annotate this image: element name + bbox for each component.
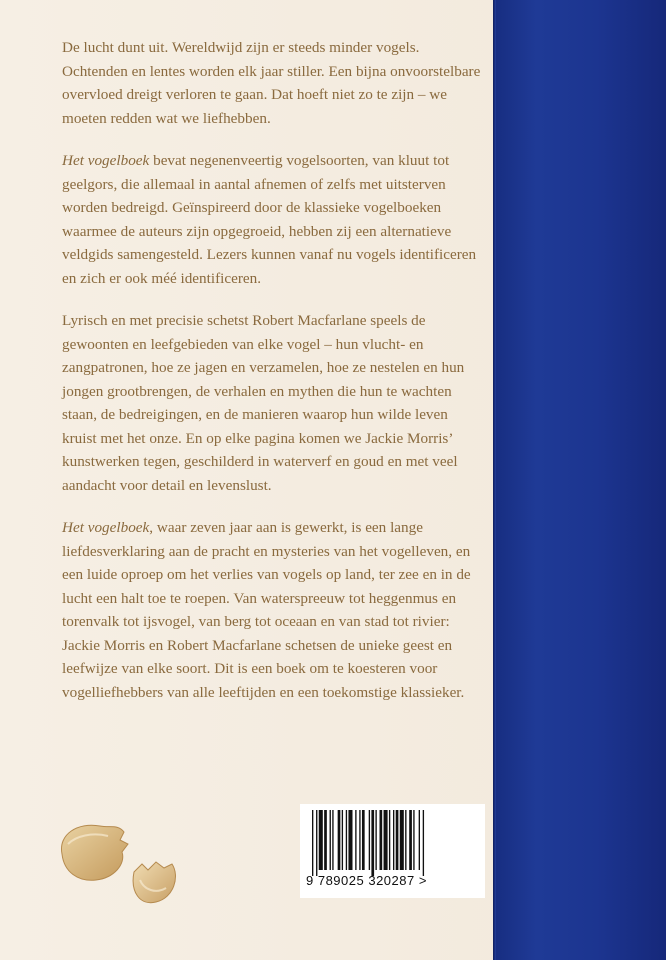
blurb-text-run: De lucht dunt uit. Wereldwijd zijn er steeds minder vogels. Ochtenden en lentes worden elk jaar stiller. Een bijna onvoorstelbare overvloed dreigt verloren te gaan. Dat hoeft niet zo te zijn – we moeten redden wat we liefhebben. [62, 39, 481, 127]
barcode-bar [342, 810, 343, 870]
book-title-italic: Het vogelboek [62, 519, 150, 536]
blurb-paragraph [62, 36, 482, 130]
barcode-bar [346, 810, 347, 870]
isbn-number: 9 789025 320287 > [306, 873, 427, 888]
barcode-bar [396, 810, 399, 870]
barcode-bar [324, 810, 327, 870]
barcode [300, 804, 485, 898]
barcode-bar [400, 810, 404, 870]
book-title-italic: Het vogelboek [62, 152, 150, 169]
blurb-paragraph [62, 516, 482, 704]
barcode-bar [419, 810, 420, 870]
blurb-text-run: Lyrisch en met precisie schetst Robert Macfarlane speels de gewoonten en leefgebieden van elke vogel – hun vlucht- en zangpatronen, hoe ze jagen en verzamelen, hoe ze nestelen en hun jongen grootbrengen, de verhalen en mythen die hun te wachten staan, de bedreigingen, en de manieren waarop hun wilde leven kruist met het onze. En op elke pagina komen we Jackie Morris’ kunstwerken tegen, geschilderd in waterverf en goud en met veel aandacht voor detail en levenslust. [62, 312, 465, 494]
blurb-text-run: bevat negenenveertig vogelsoorten, van kluut tot geelgors, die allemaal in aantal afnemen of zelfs met uitsterven worden bedreigd. Geïnspireerd door de klassieke vogelboeken waarmee de auteurs zijn opgegroeid, hebben zij een alternatieve veldgids samengesteld. Lezers kunnen vanaf nu vogels identificeren en zich er ook méé identificeren. [62, 152, 477, 287]
barcode-bar [371, 810, 374, 876]
blurb-text [62, 36, 482, 723]
barcode-bar [384, 810, 388, 870]
barcode-bar [389, 810, 390, 870]
barcode-bar [405, 810, 406, 870]
spine-hinge [493, 0, 496, 960]
barcode-bar [375, 810, 376, 870]
barcode-bar [413, 810, 414, 870]
book-spine [493, 0, 666, 960]
blurb-paragraph [62, 309, 482, 497]
barcode-bar [338, 810, 341, 870]
barcode-bar [362, 810, 365, 870]
blurb-paragraph [62, 149, 482, 290]
barcode-bar [355, 810, 356, 870]
barcode-bar [423, 810, 424, 876]
broken-eggshell-icon [48, 814, 188, 914]
barcode-bar [380, 810, 383, 870]
barcode-bar [369, 810, 370, 870]
blurb-text-run: , waar zeven jaar aan is gewerkt, is een lange liefdesverklaring aan de pracht en mysteries van het vogelleven, en een luide oproep om het verlies van vogels op land, ter zee en in de lucht een halt toe te roepen. Van waterspreeuw tot heggenmus en torenvalk tot ijsvogel, van berg tot oceaan en van stad tot rivier: Jackie Morris en Robert Macfarlane schetsen de unieke geest en leefwijze van elke soort. Dit is een boek om te koesteren voor vogelliefhebbers van alle leeftijden en een toekomstige klassieker. [62, 519, 471, 701]
barcode-bar [359, 810, 360, 870]
barcode-bar [330, 810, 331, 870]
barcode-bar [409, 810, 412, 870]
barcode-bar [332, 810, 333, 870]
barcode-bar [316, 810, 317, 876]
barcode-bar [348, 810, 352, 870]
barcode-bar [393, 810, 394, 870]
barcode-bar [319, 810, 323, 870]
barcode-bar [312, 810, 313, 876]
